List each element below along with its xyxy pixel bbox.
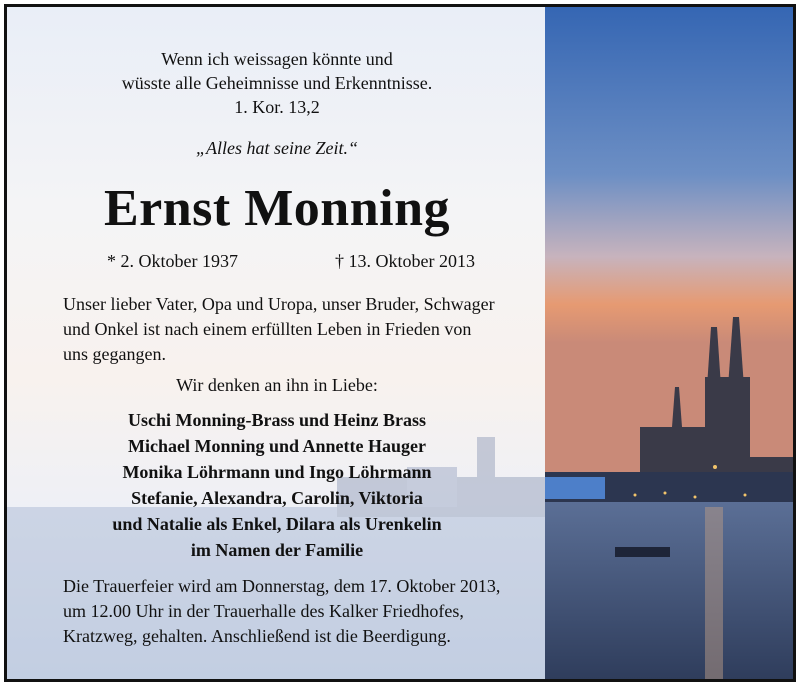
- family-signatures: [7, 407, 547, 563]
- bible-verse: [7, 47, 547, 119]
- notice-text: [7, 7, 547, 679]
- obituary-notice: [4, 4, 796, 682]
- birth-date: * 2. Oktober 1937: [107, 251, 238, 271]
- intro-line: uns gegangen.: [63, 344, 166, 364]
- funeral-line: Die Trauerfeier wird am Donnerstag, dem 17. Oktober 2013,: [63, 576, 501, 596]
- family-line: im Namen der Familie: [190, 540, 364, 560]
- intro-paragraph: [63, 292, 533, 367]
- verse-line: wüsste alle Geheimnisse und Erkenntnisse.: [121, 73, 433, 93]
- deceased-name: Ernst Monning: [103, 180, 451, 237]
- intro-line: und Onkel ist nach einem erfüllten Leben in Frieden von: [63, 319, 472, 339]
- cathedral-skyline-image: [545, 7, 793, 679]
- funeral-line: um 12.00 Uhr in der Trauerhalle des Kalker Friedhofes,: [63, 601, 464, 621]
- family-line: Uschi Monning-Brass und Heinz Brass: [127, 410, 427, 430]
- death-date: † 13. Oktober 2013: [335, 251, 475, 271]
- funeral-paragraph: [63, 574, 533, 649]
- family-line: Michael Monning und Annette Hauger: [127, 436, 427, 456]
- family-line: Monika Löhrmann und Ingo Löhrmann: [122, 462, 432, 482]
- funeral-line: Kratzweg, gehalten. Anschließend ist die Beerdigung.: [63, 626, 451, 646]
- intro-line: Unser lieber Vater, Opa und Uropa, unser Bruder, Schwager: [63, 294, 495, 314]
- family-line: und Natalie als Enkel, Dilara als Urenkelin: [112, 514, 442, 534]
- cathedral-photo: [545, 7, 793, 679]
- remembrance-line: Wir denken an ihn in Liebe:: [176, 375, 378, 395]
- verse-line: Wenn ich weissagen könnte und: [161, 49, 393, 69]
- verse-reference: 1. Kor. 13,2: [234, 97, 320, 117]
- quote: „Alles hat seine Zeit.“: [196, 138, 358, 158]
- family-line: Stefanie, Alexandra, Carolin, Viktoria: [131, 488, 423, 508]
